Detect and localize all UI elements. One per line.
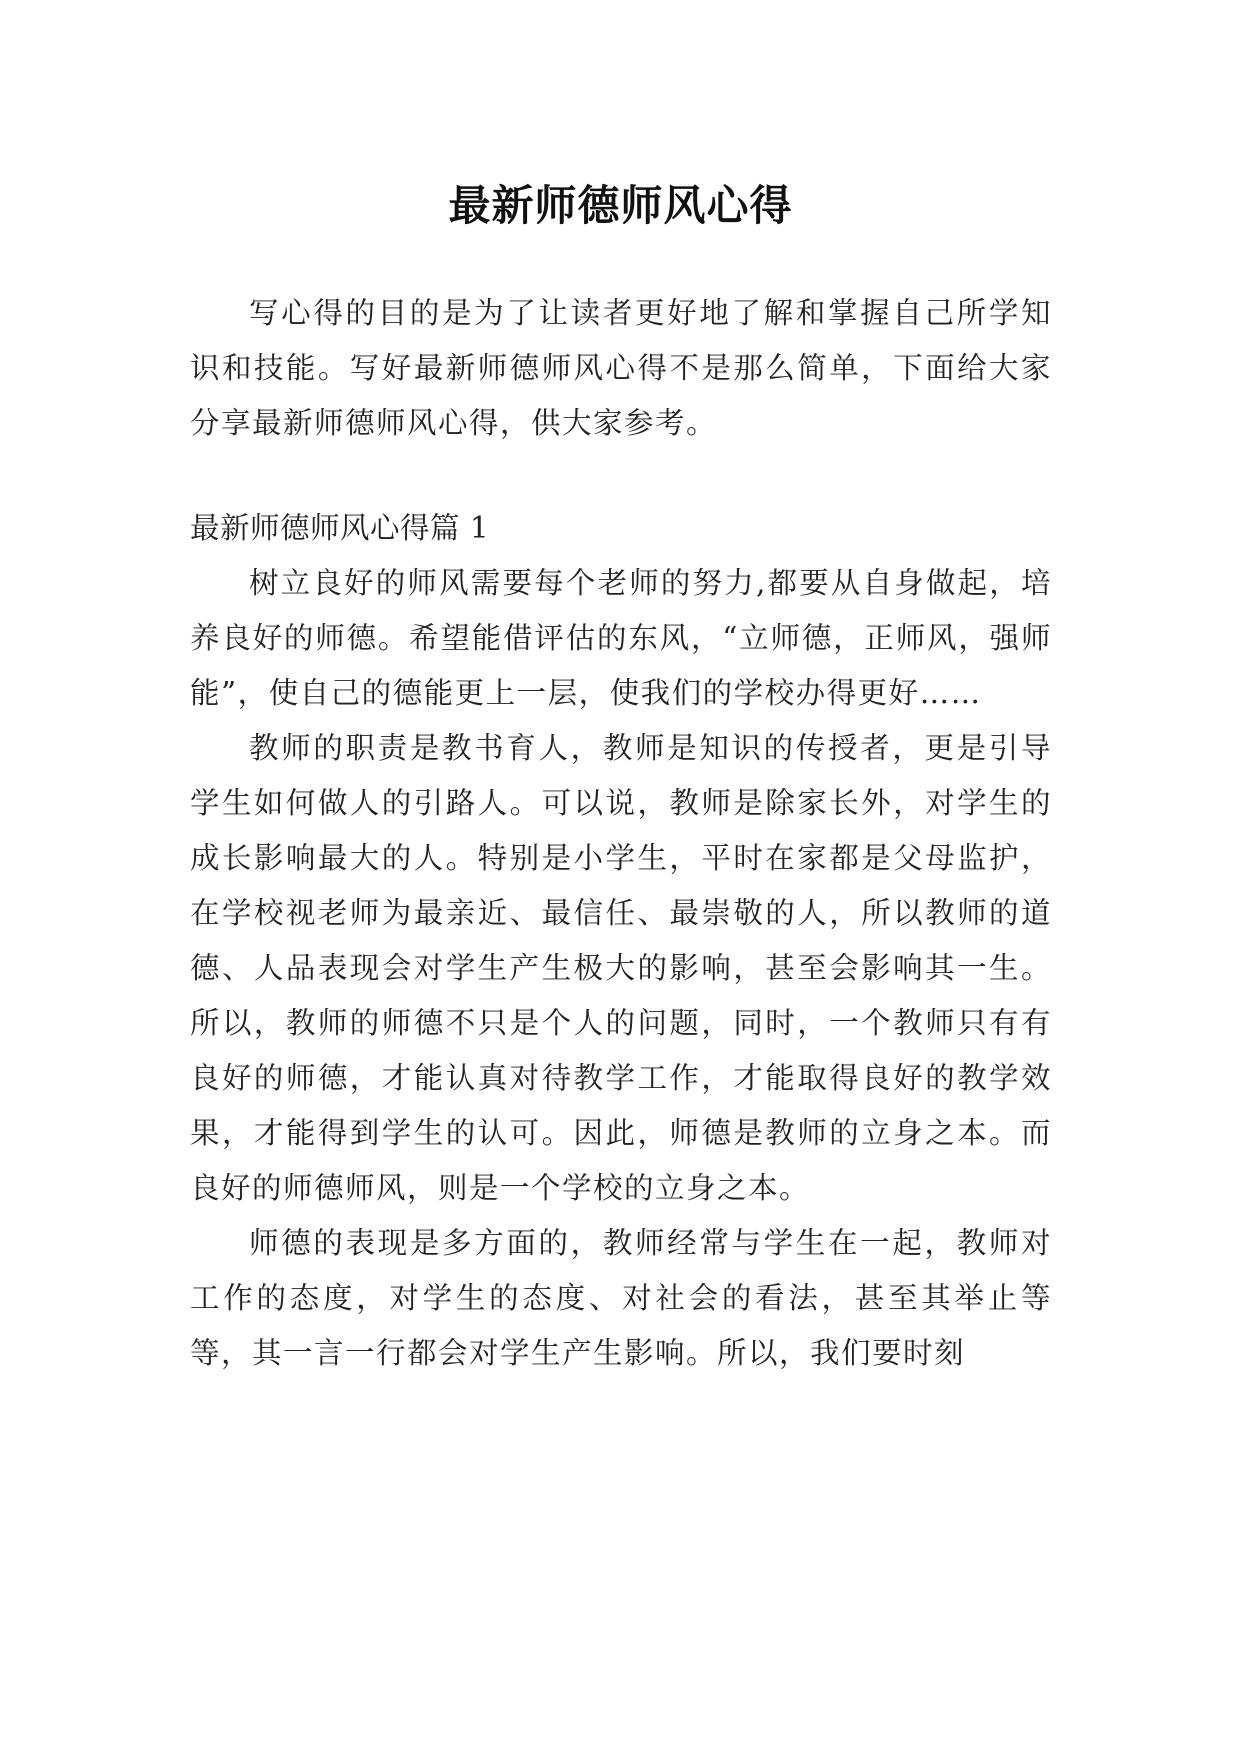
body-paragraph-1: 树立良好的师风需要每个老师的努力,都要从自身做起，培养良好的师德。希望能借评估的东风，“立师德，正师风，强师能”，使自己的德能更上一层，使我们的学校办得更好…… — [190, 566, 1052, 710]
intro-paragraph: 写心得的目的是为了让读者更好地了解和掌握自己所学知识和技能。写好最新师德师风心得不是那么简单，下面给大家分享最新师德师风心得，供大家参考。 — [190, 296, 1052, 440]
document-body — [190, 286, 1052, 1381]
document-title: 最新师德师风心得 — [448, 181, 793, 231]
body-paragraph-3: 师德的表现是多方面的，教师经常与学生在一起，教师对工作的态度，对学生的态度、对社会的看法，甚至其举止等等，其一言一行都会对学生产生影响。所以，我们要时刻 — [190, 1226, 1052, 1370]
section-heading: 最新师德师风心得篇 1 — [190, 511, 490, 545]
body-paragraph-2: 教师的职责是教书育人，教师是知识的传授者，更是引导学生如何做人的引路人。可以说，教师是除家长外，对学生的成长影响最大的人。特别是小学生，平时在家都是父母监护，在学校视老师为最亲近、最信任、最崇敬的人，所以教师的道德、人品表现会对学生产生极大的影响，甚至会影响其一生。所以，教师的师德不只是个人的问题，同时，一个教师只有有良好的师德，才能认真对待教学工作，才能取得良好的教学效果，才能得到学生的认可。因此，师德是教师的立身之本。而良好的师德师风，则是一个学校的立身之本。 — [190, 731, 1052, 1205]
